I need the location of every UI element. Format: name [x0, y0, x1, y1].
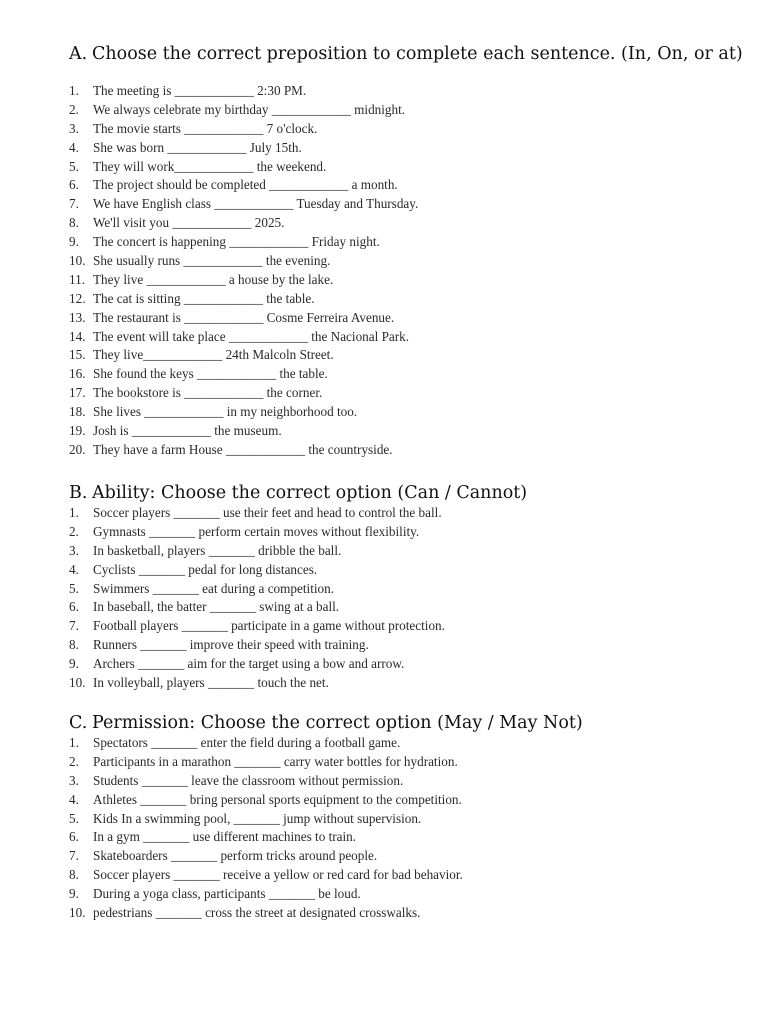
exercise-item	[69, 271, 418, 290]
item-sentence: They live ____________ a house by the lake.	[93, 271, 334, 287]
item-sentence: The bookstore is ____________ the corner.	[93, 385, 323, 401]
section-b-letter: B.	[69, 483, 88, 503]
item-sentence: Soccer players _______ use their feet and head to control the ball.	[93, 505, 442, 520]
exercise-item	[69, 176, 418, 195]
exercise-item	[69, 158, 418, 177]
section-b-heading	[69, 485, 527, 503]
item-sentence: In basketball, players _______ dribble the ball.	[93, 542, 342, 558]
exercise-item	[69, 655, 445, 674]
item-sentence: Kids In a swimming pool, _______ jump without supervision.	[93, 810, 422, 826]
exercise-item	[69, 753, 463, 772]
exercise-item	[69, 233, 418, 252]
exercise-item	[69, 252, 418, 271]
exercise-item	[69, 734, 463, 753]
exercise-item	[69, 101, 418, 120]
exercise-item	[69, 674, 445, 693]
exercise-item	[69, 580, 445, 599]
item-sentence: During a yoga class, participants _______ be loud.	[93, 886, 361, 902]
exercise-item	[69, 120, 418, 139]
item-number: 16.	[69, 366, 86, 382]
item-number: 10.	[69, 905, 86, 921]
item-sentence: Runners _______ improve their speed with training.	[93, 637, 369, 653]
item-sentence: The restaurant is ____________ Cosme Ferreira Avenue.	[93, 309, 395, 325]
item-number: 9.	[69, 234, 79, 250]
exercise-item	[69, 598, 445, 617]
item-sentence: The meeting is ____________ 2:30 PM.	[93, 83, 307, 98]
item-number: 7.	[69, 196, 79, 212]
section-b-list	[69, 504, 445, 693]
exercise-item	[69, 523, 445, 542]
item-number: 6.	[69, 829, 79, 845]
item-number: 4.	[69, 561, 79, 577]
section-a-heading	[69, 46, 743, 64]
item-number: 12.	[69, 290, 86, 306]
item-number: 3.	[69, 120, 79, 136]
item-number: 6.	[69, 599, 79, 615]
item-sentence: In baseball, the batter _______ swing at a ball.	[93, 599, 340, 615]
item-number: 20.	[69, 441, 86, 457]
item-sentence: pedestrians _______ cross the street at designated crosswalks.	[93, 905, 421, 921]
item-number: 9.	[69, 656, 79, 672]
item-sentence: Participants in a marathon _______ carry water bottles for hydration.	[93, 753, 458, 769]
exercise-item	[69, 885, 463, 904]
section-b-title: Ability: Choose the correct option (Can / Cannot)	[92, 483, 528, 503]
item-number: 6.	[69, 177, 79, 193]
item-sentence: Archers _______ aim for the target using a bow and arrow.	[93, 656, 405, 672]
section-a-list	[69, 82, 418, 460]
item-number: 1.	[69, 83, 79, 98]
exercise-item	[69, 384, 418, 403]
item-number: 11.	[69, 271, 85, 287]
item-sentence: Spectators _______ enter the field during a football game.	[93, 735, 401, 750]
item-number: 10.	[69, 253, 86, 269]
item-number: 5.	[69, 810, 79, 826]
item-sentence: The project should be completed ____________ a month.	[93, 177, 398, 193]
exercise-item	[69, 403, 418, 422]
item-sentence: They will work____________ the weekend.	[93, 158, 327, 174]
item-sentence: She usually runs ____________ the evening.	[93, 253, 331, 269]
item-sentence: Gymnasts _______ perform certain moves without flexibility.	[93, 523, 420, 539]
item-sentence: She found the keys ____________ the table.	[93, 366, 328, 382]
item-number: 8.	[69, 867, 79, 883]
exercise-item	[69, 904, 463, 923]
item-number: 7.	[69, 848, 79, 864]
exercise-item	[69, 328, 418, 347]
item-sentence: Swimmers _______ eat during a competition.	[93, 580, 335, 596]
item-number: 18.	[69, 404, 86, 420]
section-a-letter: A.	[69, 44, 88, 64]
exercise-item	[69, 542, 445, 561]
item-sentence: Students _______ leave the classroom without permission.	[93, 772, 404, 788]
exercise-item	[69, 309, 418, 328]
item-sentence: The cat is sitting ____________ the table.	[93, 290, 315, 306]
item-number: 7.	[69, 618, 79, 634]
exercise-item	[69, 636, 445, 655]
item-sentence: We always celebrate my birthday ____________ midnight.	[93, 101, 406, 117]
section-c-title: Permission: Choose the correct option (May / May Not)	[92, 713, 583, 733]
section-a-title: Choose the correct preposition to complete each sentence. (In, On, or at)	[92, 44, 743, 64]
exercise-item	[69, 214, 418, 233]
item-number: 3.	[69, 772, 79, 788]
exercise-item	[69, 504, 445, 523]
item-number: 9.	[69, 886, 79, 902]
item-number: 5.	[69, 580, 79, 596]
item-sentence: Josh is ____________ the museum.	[93, 423, 282, 439]
item-sentence: They live____________ 24th Malcoln Street.	[93, 347, 334, 363]
item-number: 4.	[69, 791, 79, 807]
item-number: 2.	[69, 523, 79, 539]
item-sentence: In a gym _______ use different machines to train.	[93, 829, 357, 845]
item-number: 8.	[69, 215, 79, 231]
exercise-item	[69, 772, 463, 791]
exercise-item	[69, 422, 418, 441]
item-sentence: The concert is happening ____________ Friday night.	[93, 234, 380, 250]
exercise-item	[69, 441, 418, 460]
section-c-list	[69, 734, 463, 923]
item-number: 2.	[69, 753, 79, 769]
item-sentence: Football players _______ participate in a game without protection.	[93, 618, 445, 634]
exercise-item	[69, 346, 418, 365]
item-sentence: We have English class ____________ Tuesday and Thursday.	[93, 196, 419, 212]
exercise-item	[69, 365, 418, 384]
item-sentence: She lives ____________ in my neighborhood too.	[93, 404, 358, 420]
exercise-item	[69, 617, 445, 636]
item-number: 15.	[69, 347, 86, 363]
item-number: 1.	[69, 735, 79, 750]
exercise-item	[69, 791, 463, 810]
item-sentence: We'll visit you ____________ 2025.	[93, 215, 285, 231]
item-number: 13.	[69, 309, 86, 325]
item-number: 5.	[69, 158, 79, 174]
item-number: 8.	[69, 637, 79, 653]
exercise-item	[69, 561, 445, 580]
item-sentence: They have a farm House ____________ the countryside.	[93, 441, 393, 457]
exercise-item	[69, 139, 418, 158]
exercise-item	[69, 810, 463, 829]
item-number: 2.	[69, 101, 79, 117]
exercise-item	[69, 195, 418, 214]
item-sentence: She was born ____________ July 15th.	[93, 139, 302, 155]
item-number: 4.	[69, 139, 79, 155]
item-number: 17.	[69, 385, 86, 401]
item-sentence: Soccer players _______ receive a yellow or red card for bad behavior.	[93, 867, 463, 883]
item-number: 10.	[69, 675, 86, 691]
exercise-item	[69, 866, 463, 885]
item-number: 14.	[69, 328, 86, 344]
item-number: 3.	[69, 542, 79, 558]
item-number: 19.	[69, 423, 86, 439]
item-sentence: The event will take place ____________ the Nacional Park.	[93, 328, 410, 344]
exercise-item	[69, 82, 418, 101]
item-sentence: Skateboarders _______ perform tricks around people.	[93, 848, 378, 864]
section-c-letter: C.	[69, 713, 88, 733]
item-sentence: The movie starts ____________ 7 o'clock.	[93, 120, 318, 136]
section-c-heading	[69, 715, 583, 733]
exercise-item	[69, 847, 463, 866]
item-sentence: Athletes _______ bring personal sports equipment to the competition.	[93, 791, 462, 807]
item-sentence: Cyclists _______ pedal for long distances.	[93, 561, 318, 577]
item-number: 1.	[69, 505, 79, 520]
exercise-item	[69, 290, 418, 309]
item-sentence: In volleyball, players _______ touch the net.	[93, 675, 329, 691]
exercise-item	[69, 828, 463, 847]
